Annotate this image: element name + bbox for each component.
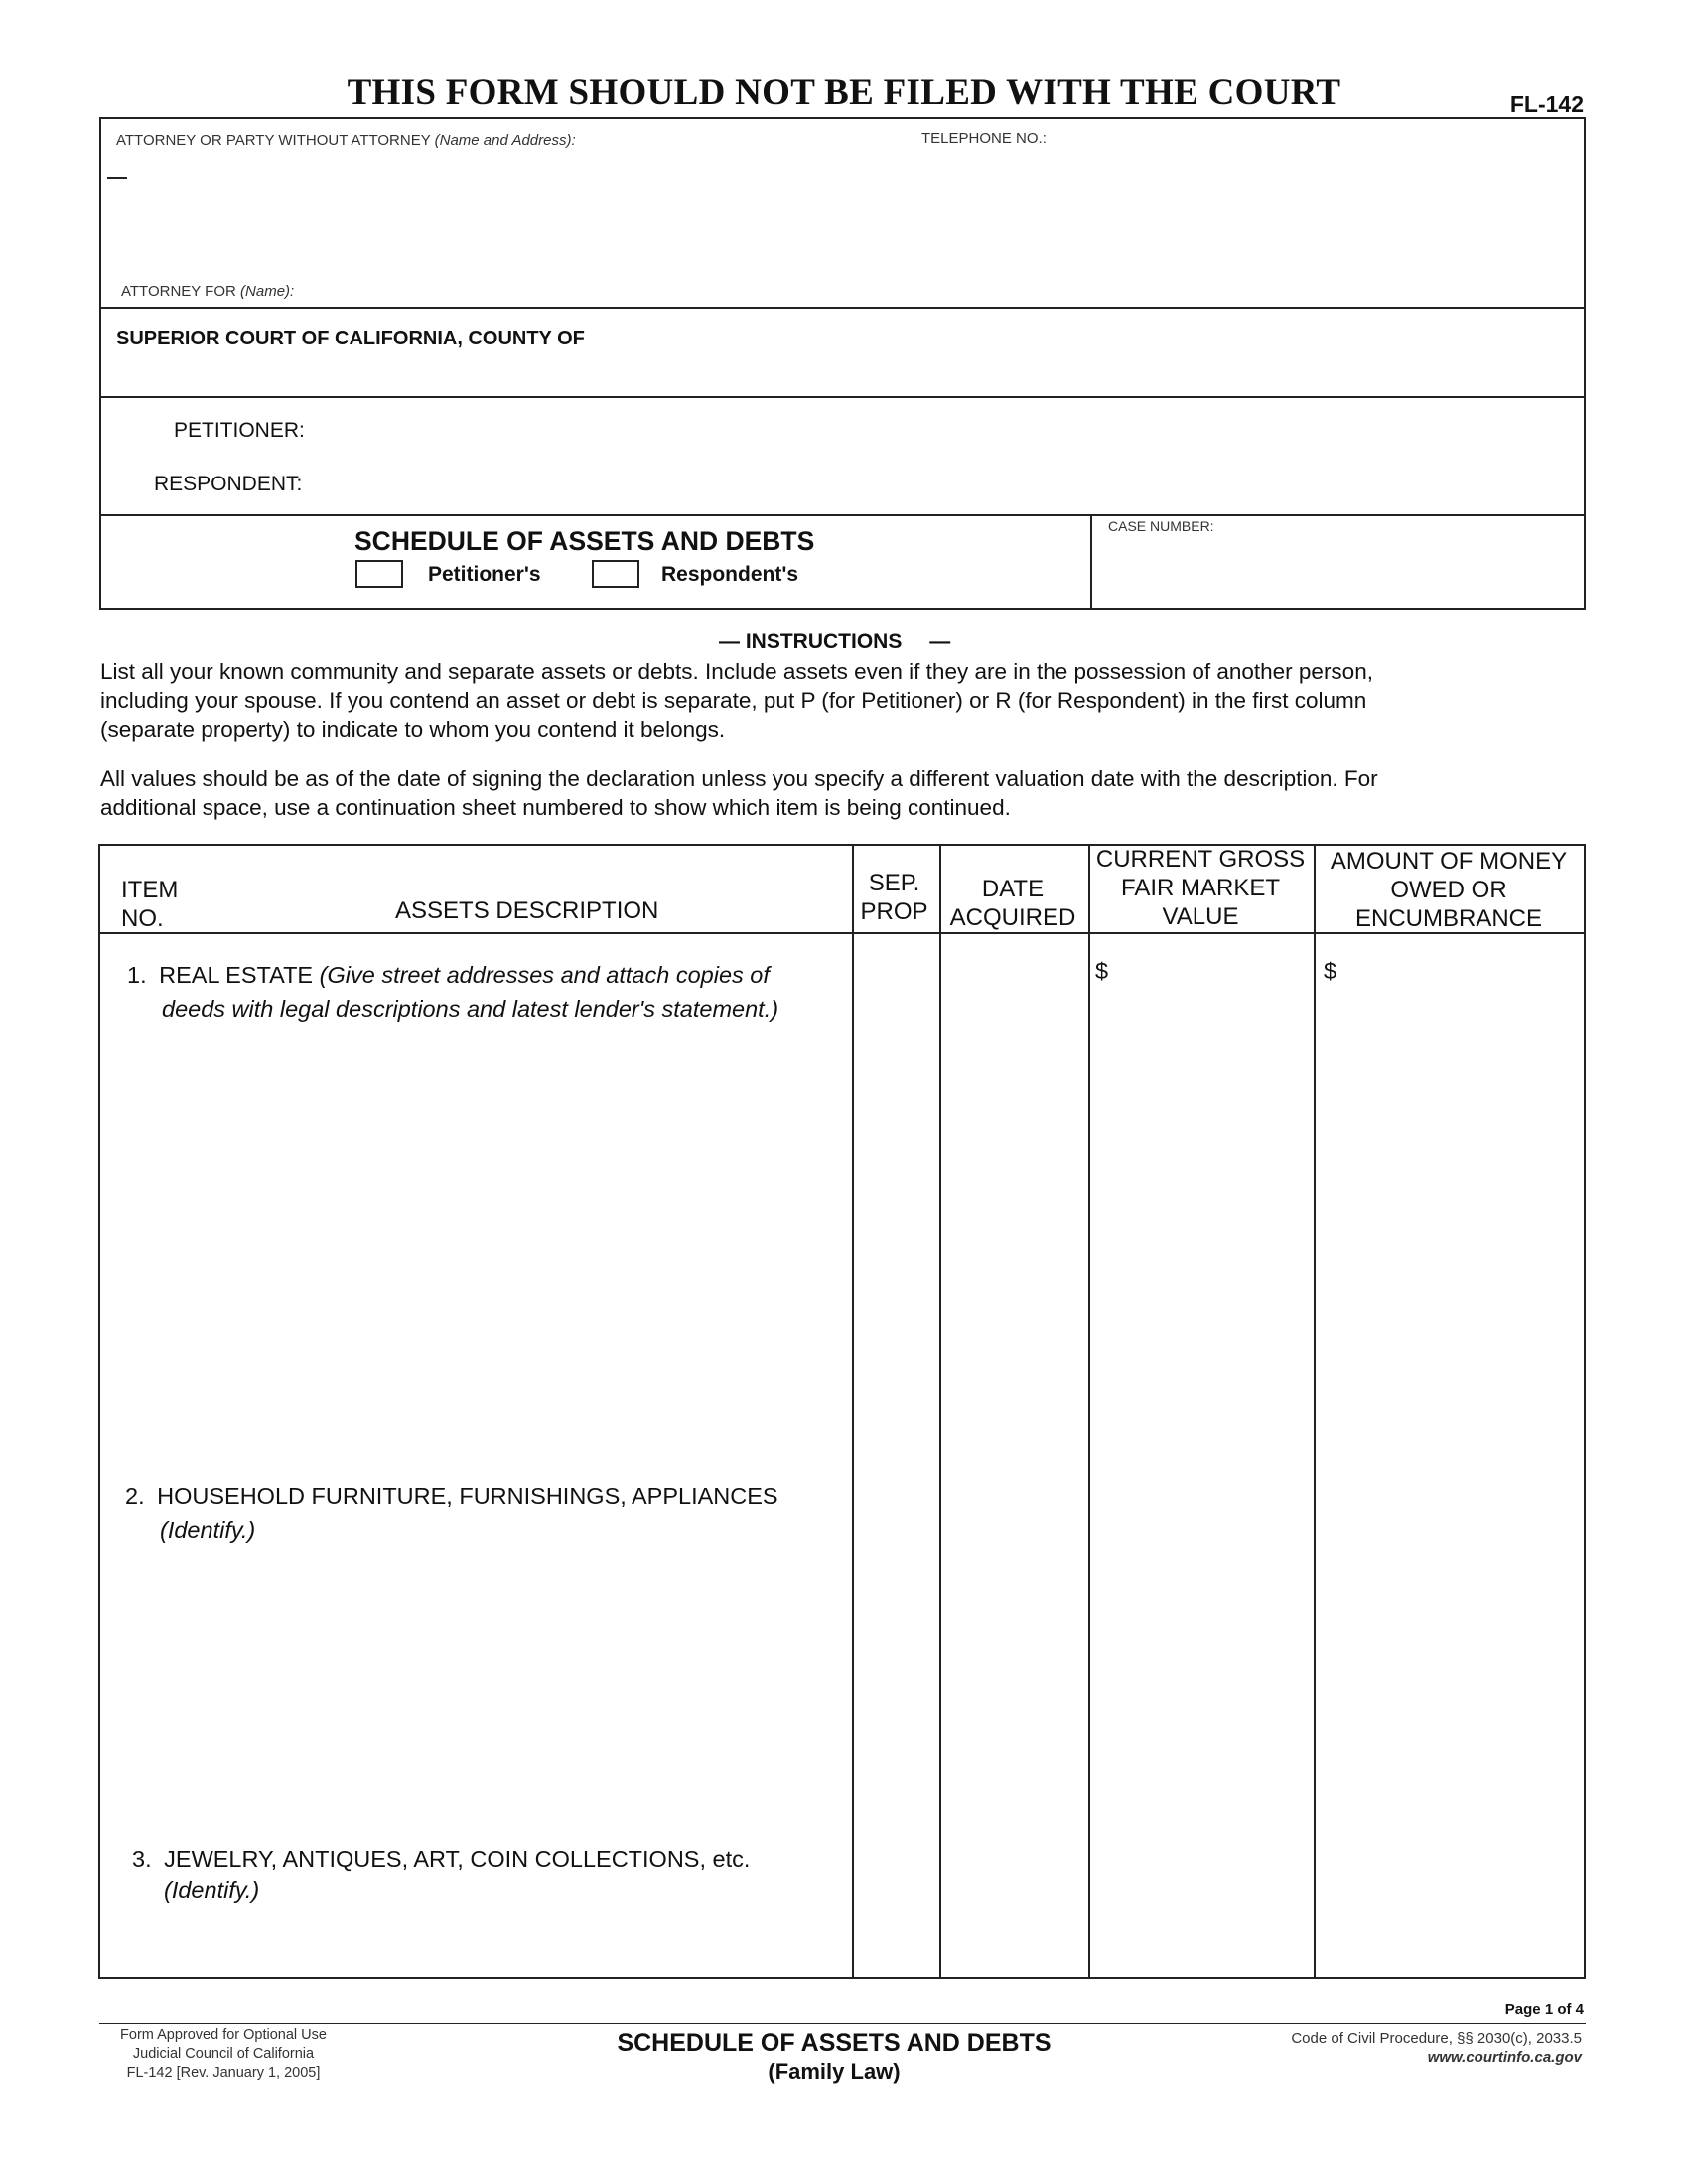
county-field[interactable] — [640, 320, 1574, 389]
telephone-field[interactable] — [921, 149, 1577, 283]
telephone-label: TELEPHONE NO.: — [921, 130, 1047, 147]
footer-left-block — [99, 2026, 348, 2083]
header-owed-line2: OWED OR — [1390, 877, 1507, 903]
respondent-field[interactable] — [318, 469, 1574, 498]
instructions-heading-text: — INSTRUCTIONS — [719, 630, 903, 653]
header-amount-owed — [1314, 847, 1584, 933]
instructions-heading — [719, 630, 950, 654]
item-title: JEWELRY, ANTIQUES, ART, COIN COLLECTIONS, etc. — [164, 1846, 751, 1872]
owed-currency-symbol: $ — [1324, 958, 1337, 984]
court-label: SUPERIOR COURT OF CALIFORNIA, COUNTY OF — [116, 328, 585, 349]
header-owed-line1: AMOUNT OF MONEY — [1330, 848, 1568, 875]
header-sep-prop — [853, 869, 935, 926]
attorney-label-text: ATTORNEY OR PARTY WITHOUT ATTORNEY — [116, 132, 431, 149]
respondent-label: RESPONDENT: — [154, 473, 303, 495]
footer-citation: Code of Civil Procedure, §§ 2030(c), 2033.5 — [1291, 2030, 1582, 2047]
form-title: SCHEDULE OF ASSETS AND DEBTS — [354, 526, 815, 556]
instructions-line: (separate property) to indicate to whom you contend it belongs. — [100, 717, 726, 742]
header-owed-line3: ENCUMBRANCE — [1354, 905, 1542, 932]
header-date-line1: DATE — [981, 876, 1045, 902]
footer-title: SCHEDULE OF ASSETS AND DEBTS — [617, 2029, 1052, 2057]
header-sep-line1: SEP. — [868, 870, 920, 896]
footer-right-block — [1192, 2029, 1582, 2067]
footer-website-link[interactable]: www.courtinfo.ca.gov — [1427, 2049, 1582, 2066]
attorney-for-text: ATTORNEY FOR — [121, 283, 236, 300]
attorney-label-note: (Name and Address): — [434, 132, 576, 149]
instructions-line: All values should be as of the date of signing the declaration unless you specify a different valuation date with the description. For — [100, 766, 1378, 791]
petitioner-field[interactable] — [318, 415, 1574, 445]
header-sep-line2: PROP — [860, 898, 928, 925]
amount-owed-field[interactable] — [1348, 935, 1579, 1973]
instructions-paragraph-1 — [100, 657, 1373, 744]
footer-left-line: Judicial Council of California — [132, 2046, 315, 2062]
assets-description-field[interactable] — [103, 1037, 848, 1971]
form-banner: THIS FORM SHOULD NOT BE FILED WITH THE COURT — [347, 72, 1341, 113]
attorney-name-address-field[interactable] — [103, 149, 977, 283]
header-date-acquired — [940, 875, 1085, 932]
header-value-line2: FAIR MARKET — [1120, 875, 1281, 901]
instructions-line: additional space, use a continuation sheet numbered to show which item is being continued. — [100, 795, 1011, 820]
field-dash — [107, 177, 127, 179]
value-currency-symbol: $ — [1095, 958, 1109, 984]
attorney-for-field[interactable] — [298, 278, 1569, 302]
header-item-line1: ITEM — [121, 877, 179, 903]
attorney-label — [116, 132, 576, 149]
current-value-field[interactable] — [1122, 935, 1309, 1973]
footer-title-block — [556, 2029, 1112, 2085]
item-note: (Identify.) — [160, 1517, 256, 1543]
item-real-estate — [127, 958, 778, 1025]
footer-left-line: FL-142 [Rev. January 1, 2005] — [126, 2065, 321, 2081]
petitioner-label: PETITIONER: — [174, 419, 305, 442]
petitioners-checkbox[interactable] — [355, 560, 403, 588]
item-number: 2. — [125, 1483, 145, 1509]
header-item-line2: NO. — [121, 905, 164, 932]
instructions-line: including your spouse. If you contend an asset or debt is separate, put P (for Petitioner) or R (for Respondent) in the first column — [100, 688, 1367, 713]
instructions-paragraph-2 — [100, 764, 1378, 822]
petitioners-option-label: Petitioner's — [428, 563, 541, 586]
attorney-for-note: (Name): — [240, 283, 295, 300]
case-number-label: CASE NUMBER: — [1108, 518, 1214, 534]
header-value-line1: CURRENT GROSS — [1095, 846, 1306, 873]
respondents-option-label: Respondent's — [661, 563, 799, 586]
instructions-heading-dash: — — [929, 630, 951, 653]
header-date-line2: ACQUIRED — [949, 904, 1076, 931]
item-note: (Identify.) — [164, 1877, 260, 1903]
item-number: 1. — [127, 962, 147, 988]
page-indicator: Page 1 of 4 — [1504, 2001, 1584, 2018]
item-title: REAL ESTATE — [159, 962, 314, 988]
respondents-checkbox[interactable] — [592, 560, 639, 588]
item-note: (Give street addresses and attach copies of — [319, 962, 770, 988]
date-acquired-field[interactable] — [941, 935, 1084, 1973]
item-note: deeds with legal descriptions and latest lender's statement.) — [162, 996, 779, 1022]
attorney-for-label — [121, 283, 294, 300]
header-item-no — [121, 876, 178, 933]
header-value-line3: VALUE — [1162, 903, 1239, 930]
sep-prop-field[interactable] — [854, 935, 935, 1973]
footer-left-line: Form Approved for Optional Use — [120, 2027, 327, 2043]
header-current-value — [1088, 845, 1313, 931]
case-number-field[interactable] — [1096, 536, 1581, 606]
header-assets-description: ASSETS DESCRIPTION — [395, 897, 659, 924]
item-number: 3. — [132, 1846, 152, 1872]
instructions-line: List all your known community and separate assets or debts. Include assets even if they are in the possession of another person, — [100, 659, 1373, 684]
footer-subtitle: (Family Law) — [768, 2059, 901, 2084]
item-title: HOUSEHOLD FURNITURE, FURNISHINGS, APPLIANCES — [157, 1483, 778, 1509]
form-number: FL-142 — [1509, 91, 1584, 117]
